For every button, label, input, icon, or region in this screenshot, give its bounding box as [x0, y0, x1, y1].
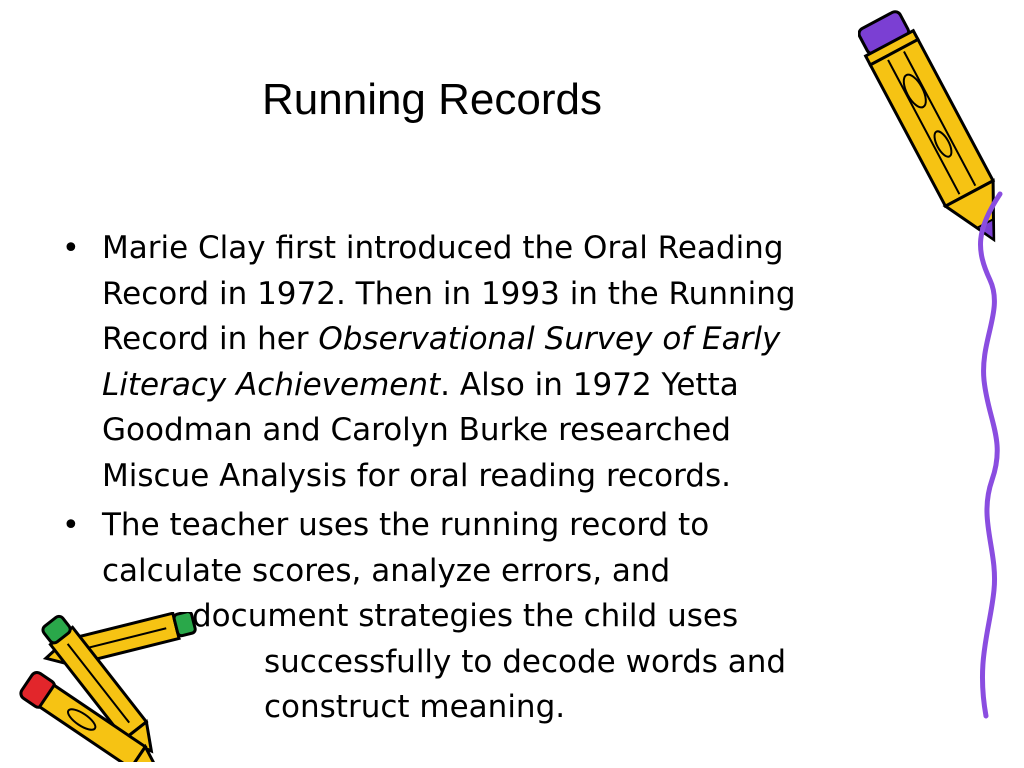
bullet-line: The teacher uses the running record to — [102, 507, 710, 543]
bullet-item — [58, 226, 958, 499]
bullet-line: Goodman and Carolyn Burke researched — [102, 412, 731, 448]
bullet-line: Marie Clay first introduced the Oral Reading — [102, 230, 784, 266]
bullet-dot: • — [62, 508, 80, 543]
book-title-text: Observational Survey of Early — [318, 321, 781, 357]
bullet-dot: • — [62, 231, 80, 266]
squiggle-line-icon — [956, 190, 1016, 720]
continuation-line: document strategies the child uses — [192, 598, 739, 634]
continuation-line: successfully to decode words and — [264, 643, 787, 680]
bullet-line — [102, 317, 958, 363]
bullet-line — [102, 363, 958, 409]
continuation-line: construct meaning. — [264, 689, 566, 725]
bullet-line: calculate scores, analyze errors, and — [102, 552, 671, 589]
slide-title: Running Records — [262, 75, 602, 124]
slide-body — [58, 226, 958, 731]
book-title-text: Literacy Achievement — [102, 366, 441, 403]
bullet-line: Record in 1972. Then in 1993 in the Running — [102, 275, 796, 312]
bullet-line: Miscue Analysis for oral reading records. — [102, 457, 731, 494]
bullet-text: . Also in 1972 Yetta — [440, 366, 739, 403]
bullet-item — [58, 503, 958, 594]
bullet-text: Record in her — [102, 321, 319, 357]
